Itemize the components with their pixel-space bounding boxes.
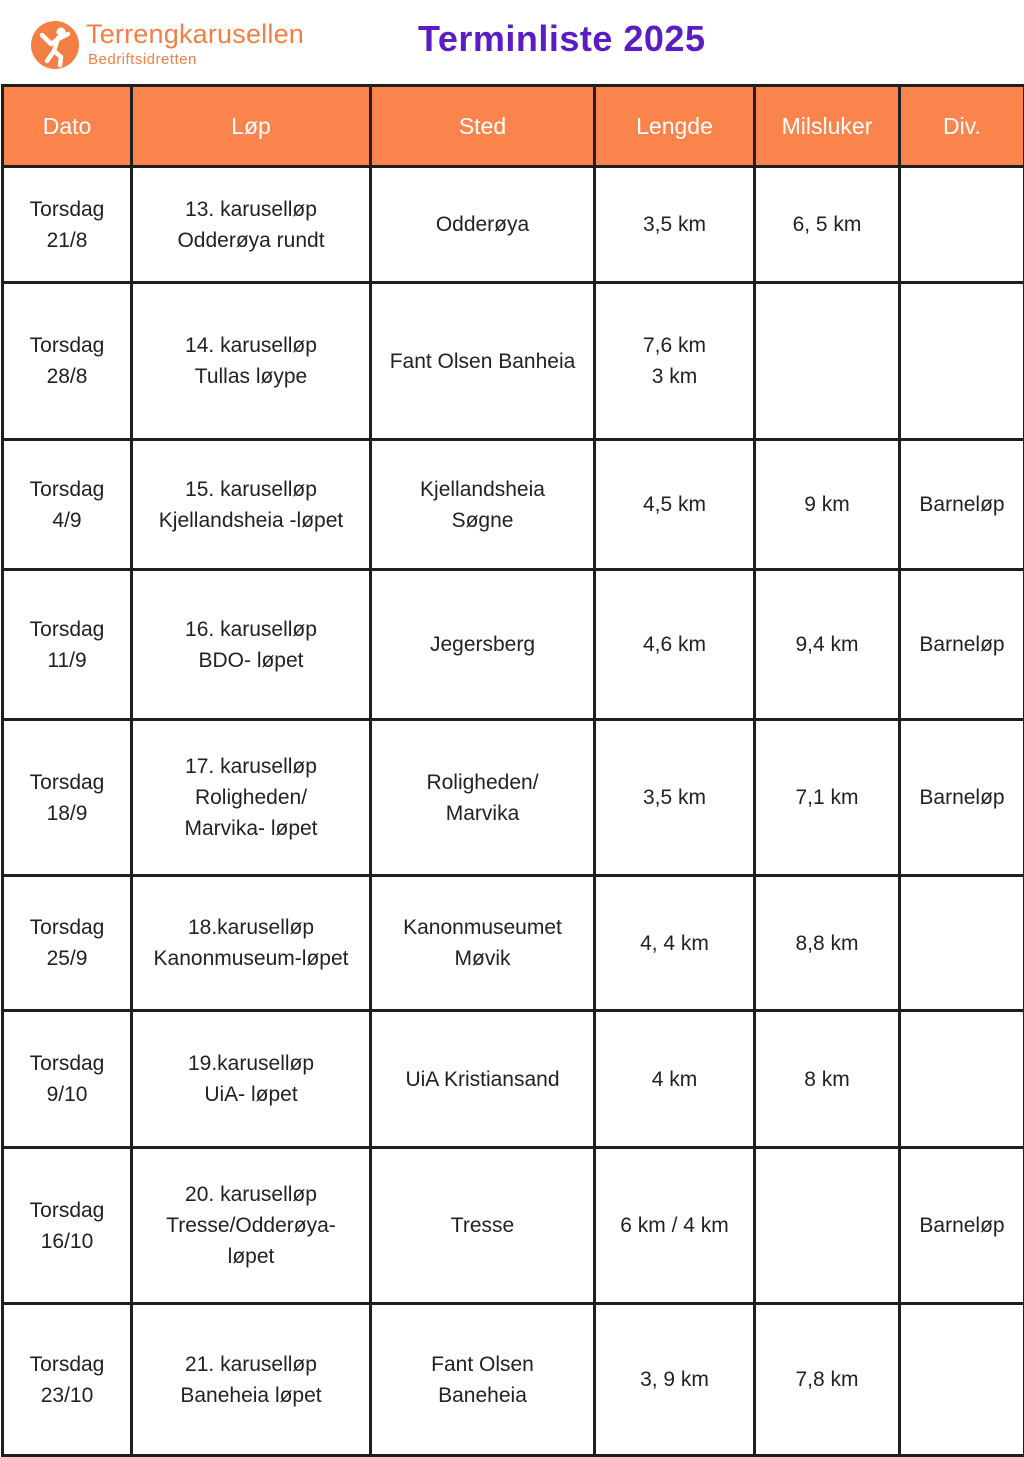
table-row [3,570,1024,720]
cell-lop: 15. karuselløp Kjellandsheia -løpet [132,440,371,570]
cell-dato: Torsdag 21/8 [3,167,132,283]
cell-sted: Fant Olsen Baneheia [371,1304,595,1456]
table-row [3,876,1024,1011]
cell-div [900,1304,1024,1456]
table-row [3,1148,1024,1304]
cell-dato: Torsdag 11/9 [3,570,132,720]
cell-lop: 17. karuselløp Roligheden/ Marvika- løpet [132,720,371,876]
column-header-sted: Sted [371,86,595,167]
cell-dato: Torsdag 16/10 [3,1148,132,1304]
cell-sted: Kjellandsheia Søgne [371,440,595,570]
column-header-div: Div. [900,86,1024,167]
cell-dato: Torsdag 4/9 [3,440,132,570]
cell-milsluker: 6, 5 km [755,167,900,283]
table-row [3,167,1024,283]
cell-div: Barneløp [900,1148,1024,1304]
cell-sted: UiA Kristiansand [371,1011,595,1148]
cell-lengde: 3, 9 km [595,1304,755,1456]
table-header-row [3,86,1024,167]
cell-lengde: 3,5 km [595,167,755,283]
cell-lop: 19.karuselløp UiA- løpet [132,1011,371,1148]
cell-lengde: 4,6 km [595,570,755,720]
brand-name: Terrengkarusellen [86,19,304,50]
cell-milsluker: 8 km [755,1011,900,1148]
cell-lop: 21. karuselløp Baneheia løpet [132,1304,371,1456]
cell-div [900,167,1024,283]
cell-lop: 13. karuselløp Odderøya rundt [132,167,371,283]
cell-milsluker: 8,8 km [755,876,900,1011]
cell-dato: Torsdag 18/9 [3,720,132,876]
cell-lengde: 7,6 km 3 km [595,283,755,440]
cell-milsluker: 7,1 km [755,720,900,876]
cell-sted: Jegersberg [371,570,595,720]
table-row [3,283,1024,440]
brand-subtitle: Bedriftsidretten [88,51,197,68]
cell-lop: 20. karuselløp Tresse/Odderøya- løpet [132,1148,371,1304]
cell-lop: 16. karuselløp BDO- løpet [132,570,371,720]
cell-lop: 14. karuselløp Tullas løype [132,283,371,440]
runner-icon [30,20,80,70]
cell-lengde: 4 km [595,1011,755,1148]
cell-div [900,876,1024,1011]
cell-lengde: 4, 4 km [595,876,755,1011]
cell-milsluker [755,1148,900,1304]
cell-dato: Torsdag 23/10 [3,1304,132,1456]
cell-milsluker: 7,8 km [755,1304,900,1456]
table-row [3,440,1024,570]
cell-lengde: 6 km / 4 km [595,1148,755,1304]
cell-sted: Kanonmuseumet Møvik [371,876,595,1011]
cell-div [900,1011,1024,1148]
cell-sted: Odderøya [371,167,595,283]
cell-milsluker: 9 km [755,440,900,570]
cell-dato: Torsdag 25/9 [3,876,132,1011]
schedule-table [1,84,1024,1457]
cell-div [900,283,1024,440]
cell-lop: 18.karuselløp Kanonmuseum-løpet [132,876,371,1011]
cell-milsluker [755,283,900,440]
page-header [0,0,1024,84]
table-row [3,1011,1024,1148]
column-header-lop: Løp [132,86,371,167]
table-row [3,720,1024,876]
cell-lengde: 3,5 km [595,720,755,876]
column-header-lengde: Lengde [595,86,755,167]
page-title: Terminliste 2025 [418,18,705,60]
cell-sted: Roligheden/ Marvika [371,720,595,876]
cell-milsluker: 9,4 km [755,570,900,720]
table-row [3,1304,1024,1456]
column-header-milsluker: Milsluker [755,86,900,167]
cell-div: Barneløp [900,440,1024,570]
column-header-dato: Dato [3,86,132,167]
cell-div: Barneløp [900,570,1024,720]
cell-sted: Tresse [371,1148,595,1304]
cell-lengde: 4,5 km [595,440,755,570]
cell-dato: Torsdag 9/10 [3,1011,132,1148]
cell-dato: Torsdag 28/8 [3,283,132,440]
cell-sted: Fant Olsen Banheia [371,283,595,440]
cell-div: Barneløp [900,720,1024,876]
